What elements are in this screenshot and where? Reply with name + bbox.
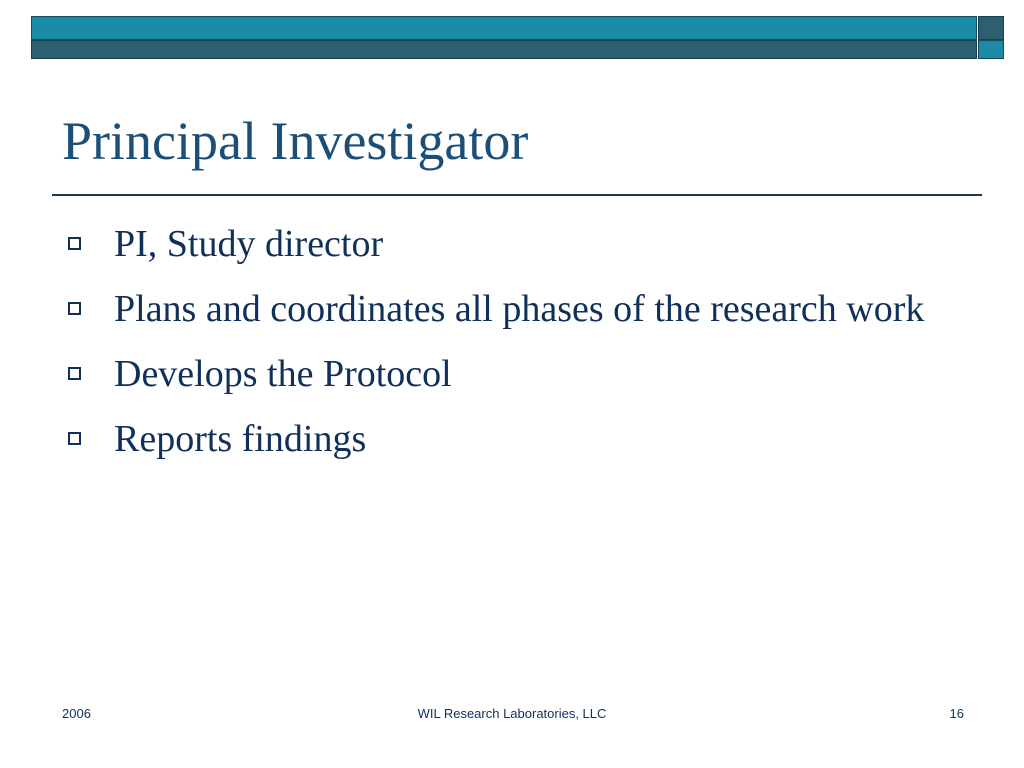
bullet-item <box>62 218 962 270</box>
bullet-item <box>62 283 962 335</box>
slide-title: Principal Investigator <box>62 111 529 171</box>
header-square-bottom <box>978 40 1004 59</box>
footer-year: 2006 <box>62 706 91 721</box>
header-bar-bottom <box>31 40 977 59</box>
hollow-square-bullet-icon <box>68 367 81 380</box>
bullet-text: Reports findings <box>114 418 367 460</box>
hollow-square-bullet-icon <box>68 302 81 315</box>
hollow-square-bullet-icon <box>68 237 81 250</box>
bullet-item <box>62 348 962 400</box>
bullet-text: PI, Study director <box>114 223 384 265</box>
bullet-list <box>62 218 962 478</box>
title-divider <box>52 194 982 196</box>
header-square-top <box>978 16 1004 40</box>
footer-organization: WIL Research Laboratories, LLC <box>417 706 607 721</box>
bullet-text: Plans and coordinates all phases of the research work <box>114 288 925 330</box>
bullet-item <box>62 413 962 465</box>
bullet-text: Develops the Protocol <box>114 353 452 395</box>
hollow-square-bullet-icon <box>68 432 81 445</box>
footer-page-number: 16 <box>949 706 964 721</box>
header-bar-top <box>31 16 977 40</box>
